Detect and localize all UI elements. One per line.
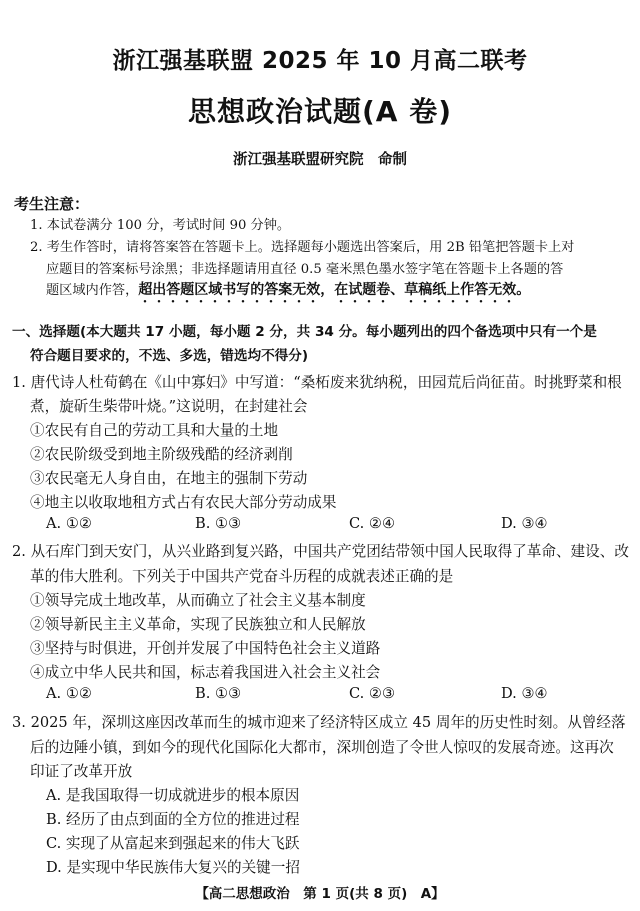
subject-title: 思想政治试题(A 卷) (187, 95, 452, 128)
q2-option-b[interactable]: B. ①③ (195, 685, 242, 702)
q1-statement-3: ③农民毫无人身自由，在地主的强制下劳动 (30, 470, 308, 487)
q3-stem-line-3: 印证了改革开放 (30, 763, 133, 780)
q1-statement-2: ②农民阶级受到地主阶级残酷的经济剥削 (30, 446, 293, 463)
q1-option-d[interactable]: D. ③④ (501, 515, 548, 532)
q2-stem-line-2: 革的伟大胜利。下列关于中国共产党奋斗历程的成就表述正确的是 (30, 568, 454, 585)
q2-statement-1: ①领导完成土地改革，从而确立了社会主义基本制度 (30, 592, 366, 609)
q1-stem-line-1: 1. 唐代诗人杜荀鹤在《山中寡妇》中写道：“桑柘废来犹纳税，田园荒后尚征苗。时挑野菜和根 (12, 374, 622, 391)
notice-item-1: 1. 本试卷满分 100 分，考试时间 90 分钟。 (30, 218, 291, 233)
q1-statement-1: ①农民有自己的劳动工具和大量的土地 (30, 422, 279, 439)
notice-item-2-line-1: 2. 考生作答时，请将答案答在答题卡上。选择题每小题选出答案后，用 2B 铅笔把答题卡上对 (30, 240, 575, 255)
notice-item-2-line-3-plain: 题区域内作答， (46, 283, 139, 298)
q2-option-d[interactable]: D. ③④ (501, 685, 548, 702)
q3-stem-line-2: 后的边陲小镇，到如今的现代化国际化大都市，深圳创造了令世人惊叹的发展奇迹。这再次 (30, 739, 614, 756)
q2-option-a[interactable]: A. ①② (46, 685, 92, 702)
q3-option-b[interactable]: B. 经历了由点到面的全方位的推进过程 (46, 811, 300, 828)
q2-stem-line-1: 2. 从石库门到天安门，从兴业路到复兴路，中国共产党团结带领中国人民取得了革命、建设、改 (12, 543, 629, 560)
q3-option-c[interactable]: C. 实现了从富起来到强起来的伟大飞跃 (46, 835, 300, 852)
q2-statement-2: ②领导新民主主义革命，实现了民族独立和人民解放 (30, 616, 366, 633)
q1-option-c[interactable]: C. ②④ (349, 515, 396, 532)
page-footer: 【高二思想政治 第 1 页(共 8 页) A】 (195, 886, 445, 902)
q1-option-a[interactable]: A. ①② (46, 515, 92, 532)
q3-stem-line-1: 3. 2025 年，深圳这座因改革而生的城市迎来了经济特区成立 45 周年的历史性时刻。从曾经落 (12, 714, 626, 731)
q1-statement-4: ④地主以收取地租方式占有农民大部分劳动成果 (30, 494, 337, 511)
notice-emphasis: 超出答题区域书写的答案无效，在试题卷、草稿纸上作答无效。 (138, 282, 531, 298)
q1-stem-line-2: 煮，旋斫生柴带叶烧。”这说明，在封建社会 (30, 398, 308, 415)
author-line: 浙江强基联盟研究院 命制 (233, 152, 407, 168)
section-heading-line-1: 一、选择题(本大题共 17 小题，每小题 2 分，共 34 分。每小题列出的四个备选项中只有一个是 (12, 324, 597, 340)
notice-item-2-line-3 (46, 279, 530, 306)
q2-statement-4: ④成立中华人民共和国，标志着我国进入社会主义社会 (30, 664, 381, 681)
q3-option-d[interactable]: D. 是实现中华民族伟大复兴的关键一招 (46, 859, 300, 876)
q3-option-a[interactable]: A. 是我国取得一切成就进步的根本原因 (46, 787, 300, 804)
section-heading-line-2: 符合题目要求的，不选、多选，错选均不得分) (30, 348, 309, 364)
q2-statement-3: ③坚持与时俱进，开创并发展了中国特色社会主义道路 (30, 640, 381, 657)
q2-option-c[interactable]: C. ②③ (349, 685, 396, 702)
exam-title: 浙江强基联盟 2025 年 10 月高二联考 (112, 48, 528, 74)
q1-option-b[interactable]: B. ①③ (195, 515, 242, 532)
notice-item-2-line-2: 应题目的答案标号涂黑；非选择题请用直径 0.5 毫米黑色墨水签字笔在答题卡上各题的答 (46, 262, 564, 277)
notice-heading: 考生注意： (14, 195, 90, 213)
